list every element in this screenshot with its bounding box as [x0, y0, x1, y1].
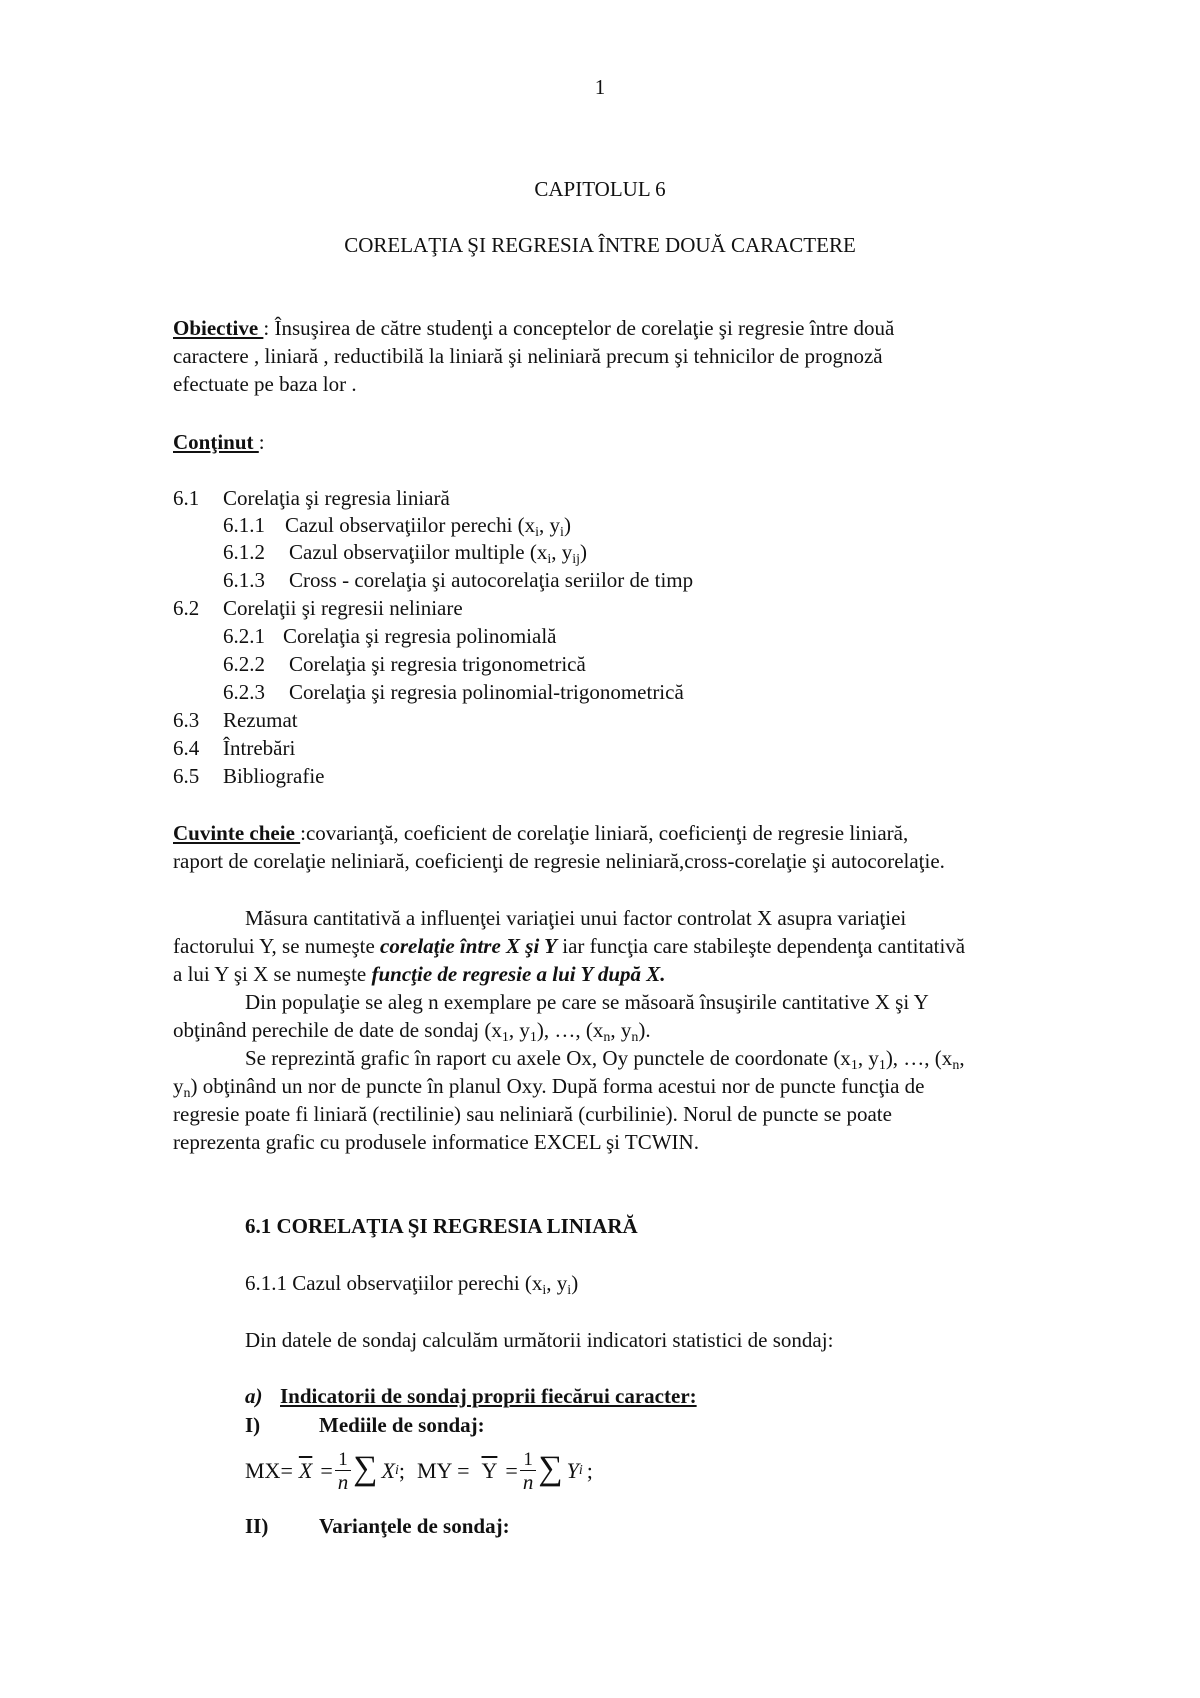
chapter-title: CORELAŢIA ŞI REGRESIA ÎNTRE DOUĂ CARACTERE — [344, 233, 856, 257]
objectives-line-1: Obiective : Însuşirea de către studenţi a conceptelor de corelaţie şi regresie între două — [173, 316, 895, 340]
objectives-label: Obiective — [173, 316, 264, 340]
paragraph-1-line-1: Măsura cantitativă a influenţei variaţiei unui factor controlat X asupra variaţiei — [245, 906, 907, 930]
item-i-text: Mediile de sondaj: — [319, 1413, 485, 1437]
item-ii-marker: II) — [245, 1514, 269, 1538]
toc-item-6-1: 6.1 Corelaţia şi regresia liniară — [173, 486, 450, 510]
subsection-heading: 6.1.1 Cazul observaţiilor perechi ($x_i$, $y_i$) — [245, 1271, 579, 1298]
section-intro: Din datele de sondaj calculăm următorii indicatori statistici de sondaj: — [245, 1328, 834, 1352]
toc-item-6-1-1: 6.1.1 Cazul observaţiilor perechi ($x_i$, $y_i$) — [223, 513, 571, 540]
paragraph-1-line-2: factorului Y, se numeşte corelaţie între X şi Y iar funcţia care stabileşte dependenţa cantitativă — [173, 934, 966, 958]
fraction-one-over-n-2: $\frac{1}{n}$ — [520, 1450, 537, 1493]
toc-item-6-2-2: 6.2.2 Corelaţia şi regresia trigonometrică — [223, 652, 586, 676]
item-ii — [245, 1513, 510, 1539]
paragraph-3-line-3: regresie poate fi liniară (rectilinie) sau neliniară (curbilinie). Norul de puncte se poate — [173, 1102, 892, 1126]
item-a-text: Indicatorii de sondaj proprii fiecărui caracter: — [280, 1384, 697, 1408]
x-bar: $\overline{X}$ — [298, 1458, 313, 1483]
keywords-line-1: Cuvinte cheie :covarianţă, coeficient de corelaţie liniară, coeficienţi de regresie liniară, — [173, 821, 909, 845]
y-bar: $\overline{Y}$ — [481, 1458, 498, 1483]
contents-label: Conţinut — [173, 430, 259, 454]
toc-item-6-1-2: 6.1.2 Cazul observaţiilor multiple ($x_i$, $y_{ij}$) — [223, 540, 588, 567]
term-regression-function: funcţie de regresie a lui Y după X. — [371, 962, 666, 986]
fraction-one-over-n: $\frac{1}{n}$ — [335, 1450, 352, 1493]
section-heading: 6.1 CORELAŢIA ŞI REGRESIA LINIARĂ — [245, 1214, 638, 1238]
toc-item-6-1-3: 6.1.3 Cross - corelaţia şi autocorelaţia seriilor de timp — [223, 568, 694, 592]
item-ii-text: Varianţele de sondaj: — [319, 1514, 510, 1538]
toc-item-6-2: 6.2 Corelaţii şi regresii neliniare — [173, 596, 463, 620]
objectives-line-2: caractere , liniară , reductibilă la liniară şi neliniară precum şi tehnicilor de prognoză — [173, 344, 883, 368]
paragraph-3-line-2: $y_n$) obţinând un nor de puncte în planul Oxy. După forma acestui nor de puncte funcţia de — [173, 1074, 925, 1101]
item-a — [245, 1383, 697, 1409]
toc-item-6-4: 6.4 Întrebări — [173, 736, 296, 760]
means-formula: MX= $\overline{X}$ = $\frac{1}{n}$ ∑ X i ; MY = $\overline{Y}$ = $\frac{1}{n}$ ∑ Y i ; — [245, 1448, 593, 1494]
toc-item-6-2-3: 6.2.3 Corelaţia şi regresia polinomial-trigonometrică — [223, 680, 684, 704]
item-a-marker: a) — [245, 1384, 263, 1408]
toc-item-6-3: 6.3 Rezumat — [173, 708, 298, 732]
page-number: 1 — [594, 75, 606, 99]
paragraph-3-line-4: reprezenta grafic cu produsele informatice EXCEL şi TCWIN. — [173, 1130, 699, 1154]
item-i-marker: I) — [245, 1413, 261, 1437]
toc-item-6-5: 6.5 Bibliografie — [173, 764, 325, 788]
sum-symbol-2: ∑ — [538, 1450, 563, 1487]
paragraph-3-line-1: Se reprezintă grafic în raport cu axele Ox, Oy punctele de coordonate ($x_1$, $y_1$), …, ($x_n$, — [245, 1046, 965, 1073]
toc-item-6-2-1: 6.2.1 Corelaţia şi regresia polinomială — [223, 624, 557, 648]
keywords-line-2: raport de corelaţie neliniară, coeficienţi de regresie neliniară,cross-corelaţie şi autocorelaţie. — [173, 849, 945, 873]
contents-heading: Conţinut : — [173, 430, 265, 454]
term-correlation: corelaţie între X şi Y — [380, 934, 557, 958]
objectives-line-3: efectuate pe baza lor . — [173, 372, 357, 396]
keywords-label: Cuvinte cheie — [173, 821, 301, 845]
paragraph-1-line-3: a lui Y şi X se numeşte funcţie de regresie a lui Y după X. — [173, 962, 666, 986]
paragraph-2-line-2: obţinând perechile de date de sondaj ($x_1$, $y_1$), …, ($x_n$, $y_n$). — [173, 1018, 651, 1045]
item-i — [245, 1412, 485, 1438]
chapter-label: CAPITOLUL 6 — [534, 177, 666, 201]
sum-symbol: ∑ — [353, 1450, 378, 1487]
paragraph-2-line-1: Din populaţie se aleg n exemplare pe care se măsoară însuşirile cantitative X şi Y — [245, 990, 929, 1014]
